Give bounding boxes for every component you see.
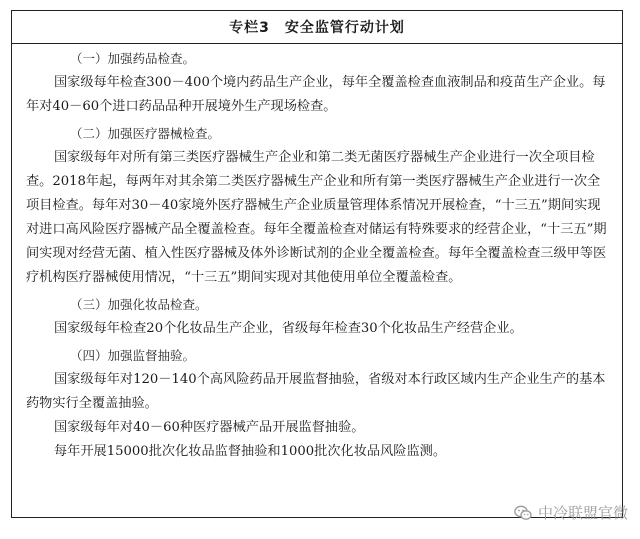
section-device-inspection bbox=[26, 122, 608, 290]
section-paragraph: 国家级每年检查300－400个境内药品生产企业，每年全覆盖检查血液制品和疫苗生产企业。每年对40－60个进口药品品种开展境外生产现场检查。 bbox=[26, 75, 606, 114]
section-heading: （三）加强化妆品检查。 bbox=[70, 297, 208, 312]
section-paragraph: 国家级每年对120－140个高风险药品开展监督抽验，省级对本行政区域内生产企业生产的基本药物实行全覆盖抽验。 bbox=[26, 372, 606, 411]
column-content bbox=[12, 47, 622, 464]
section-sampling bbox=[26, 344, 608, 464]
section-cosmetics-inspection bbox=[26, 293, 608, 341]
section-drug-inspection bbox=[26, 47, 608, 119]
column-box bbox=[11, 10, 623, 518]
section-paragraph: 国家级每年对40－60种医疗器械产品开展监督抽验。 bbox=[54, 420, 365, 435]
section-paragraph: 国家级每年检查20个化妆品生产企业，省级每年检查30个化妆品生产经营企业。 bbox=[54, 321, 523, 336]
column-title: 专栏3 安全监管行动计划 bbox=[229, 20, 405, 36]
title-row bbox=[12, 11, 622, 44]
wechat-icon bbox=[514, 505, 532, 521]
watermark-text: 中冷联盟官微 bbox=[537, 504, 628, 522]
section-heading: （一）加强药品检查。 bbox=[70, 51, 196, 66]
section-heading: （四）加强监督抽验。 bbox=[70, 348, 196, 363]
section-paragraph: 国家级每年对所有第三类医疗器械生产企业和第二类无菌医疗器械生产企业进行一次全项目检查。2018年起，每两年对其余第二类医疗器械生产企业和所有第一类医疗器械生产企业进行一次全项目检查。每年对30－40家境外医疗器械生产企业质量管理体系情况开展检查，“十三五”期间实现对进口高风险医疗器械产品全覆盖检查。每年全覆盖检查对储运有特殊要求的经营企业，“十三五”期间实现对经营无菌、植入性医疗器械及体外诊断试剂的企业全覆盖检查。每年全覆盖检查三级甲等医疗机构医疗器械使用情况，“十三五”期间实现对其他使用单位全覆盖检查。 bbox=[26, 150, 607, 285]
section-paragraph: 每年开展15000批次化妆品监督抽验和1000批次化妆品风险监测。 bbox=[54, 444, 447, 459]
watermark bbox=[514, 502, 628, 523]
section-heading: （二）加强医疗器械检查。 bbox=[70, 126, 221, 141]
